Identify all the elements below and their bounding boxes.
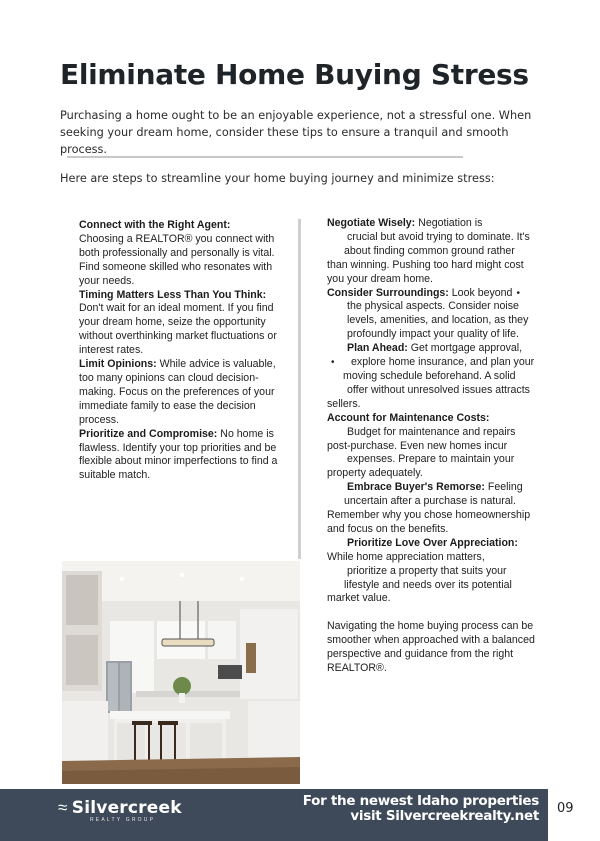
- tip-heading: Timing Matters Less Than You Think:: [79, 288, 267, 301]
- tip-heading: Negotiate Wisely:: [327, 217, 416, 229]
- tip-heading: Account for Maintenance Costs:: [327, 411, 490, 424]
- tip-text: lifestyle and needs over its potential: [344, 578, 512, 591]
- tip-love-over-appreciation: [327, 537, 542, 607]
- tip-body: No home is flawless. Identify your top priorities and be flexible about minor imperfections to find a suitable match.: [79, 427, 278, 482]
- tip-text: While home appreciation matters,: [327, 550, 485, 563]
- logo-subtitle: REALTY GROUP: [90, 817, 156, 823]
- section-divider: [67, 156, 463, 158]
- tip-text: property adequately.: [327, 467, 423, 480]
- page-title: Eliminate Home Buying Stress: [60, 58, 529, 91]
- logo-name: Silvercreek: [71, 798, 182, 818]
- footer-bar: [0, 789, 548, 841]
- tip-text: Remember why you chose homeownership and focus on the benefits.: [327, 509, 531, 535]
- tip-text: sellers.: [327, 397, 361, 410]
- kitchen-illustration: [62, 561, 300, 784]
- tip-text: Look beyond: [451, 286, 513, 299]
- tip-timing: [79, 289, 284, 359]
- intro-paragraph: Purchasing a home ought to be an enjoyable experience, not a stressful one. When seeking your dream home, consider these tips to ensure a tranquil and smooth process.: [60, 109, 532, 156]
- tip-text: • the physical aspects. Consider noise levels, amenities, and location, as they profoundly impact your quality of life.: [347, 300, 529, 341]
- cta-line-1: For the newest Idaho properties: [302, 793, 539, 809]
- tip-heading: Embrace Buyer's Remorse:: [347, 481, 485, 494]
- tip-connect-agent: [79, 219, 284, 289]
- column-separator: [298, 219, 301, 559]
- tip-body: Don't wait for an ideal moment. If you find your dream home, seize the opportunity without overthinking market fluctuations or interest rates.: [79, 302, 277, 357]
- tip-text: • explore home insurance, and plan your: [351, 356, 535, 369]
- tip-heading: Consider Surroundings:: [327, 286, 449, 299]
- right-column: [327, 217, 542, 676]
- tip-heading: Limit Opinions:: [79, 358, 157, 371]
- footer-cta: [303, 794, 539, 824]
- tip-text: Feeling: [487, 481, 523, 494]
- tip-plan-ahead: [327, 342, 542, 412]
- tip-text: post-purchase. Even new homes incur: [327, 439, 508, 452]
- cta-link[interactable]: visit Silvercreekrealty.net: [350, 808, 539, 824]
- tip-text: market value.: [327, 592, 391, 605]
- tip-limit-opinions: [79, 358, 284, 428]
- left-column: [79, 219, 284, 483]
- tip-buyers-remorse: [327, 481, 542, 537]
- tip-surroundings: [327, 287, 542, 343]
- tip-text: about finding common ground rather: [344, 244, 515, 257]
- logo-mark-icon: ≈: [58, 798, 68, 817]
- tip-heading: Prioritize and Compromise:: [79, 427, 218, 440]
- page-number: 09: [557, 801, 574, 816]
- tip-text: offer without unresolved issues attracts: [347, 383, 530, 396]
- tip-body: Choosing a REALTOR® you connect with both professionally and personally is vital. Find someone skilled who resonates with your needs.: [79, 232, 275, 287]
- tip-maintenance: [327, 412, 542, 482]
- tip-heading: Plan Ahead:: [347, 342, 408, 355]
- bullet-item: [327, 356, 542, 370]
- tip-body: While advice is valuable, too many opinions can cloud decision-making. Focus on the preferences of your immediate family to ease the decision process.: [79, 358, 276, 426]
- company-logo: [58, 798, 182, 823]
- tip-prioritize: [79, 428, 284, 484]
- tip-heading: Connect with the Right Agent:: [79, 219, 231, 231]
- closing-paragraph: Navigating the home buying process can be smoother when approached with a balanced perspective and guidance from the right REALTOR®.: [327, 620, 535, 675]
- tip-text: than winning. Pushing too hard might cost you your dream home.: [327, 258, 524, 285]
- tip-heading: Prioritize Love Over Appreciation:: [347, 536, 518, 549]
- bullet-item: [327, 300, 542, 342]
- tip-text: prioritize a property that suits your: [347, 564, 507, 577]
- lead-sentence: Here are steps to streamline your home buying journey and minimize stress:: [60, 172, 495, 185]
- tip-text: moving schedule beforehand. A solid: [343, 369, 516, 382]
- tip-text: uncertain after a purchase is natural.: [344, 495, 516, 508]
- tip-text: Negotiation is: [418, 217, 483, 229]
- kitchen-photo: [62, 561, 300, 784]
- tip-text: Budget for maintenance and repairs: [347, 425, 516, 438]
- tip-text: Get mortgage approval,: [410, 342, 523, 355]
- tip-text: crucial but avoid trying to dominate. It's: [347, 230, 530, 243]
- tip-negotiate: [327, 217, 542, 287]
- tip-text: expenses. Prepare to maintain your: [347, 453, 515, 466]
